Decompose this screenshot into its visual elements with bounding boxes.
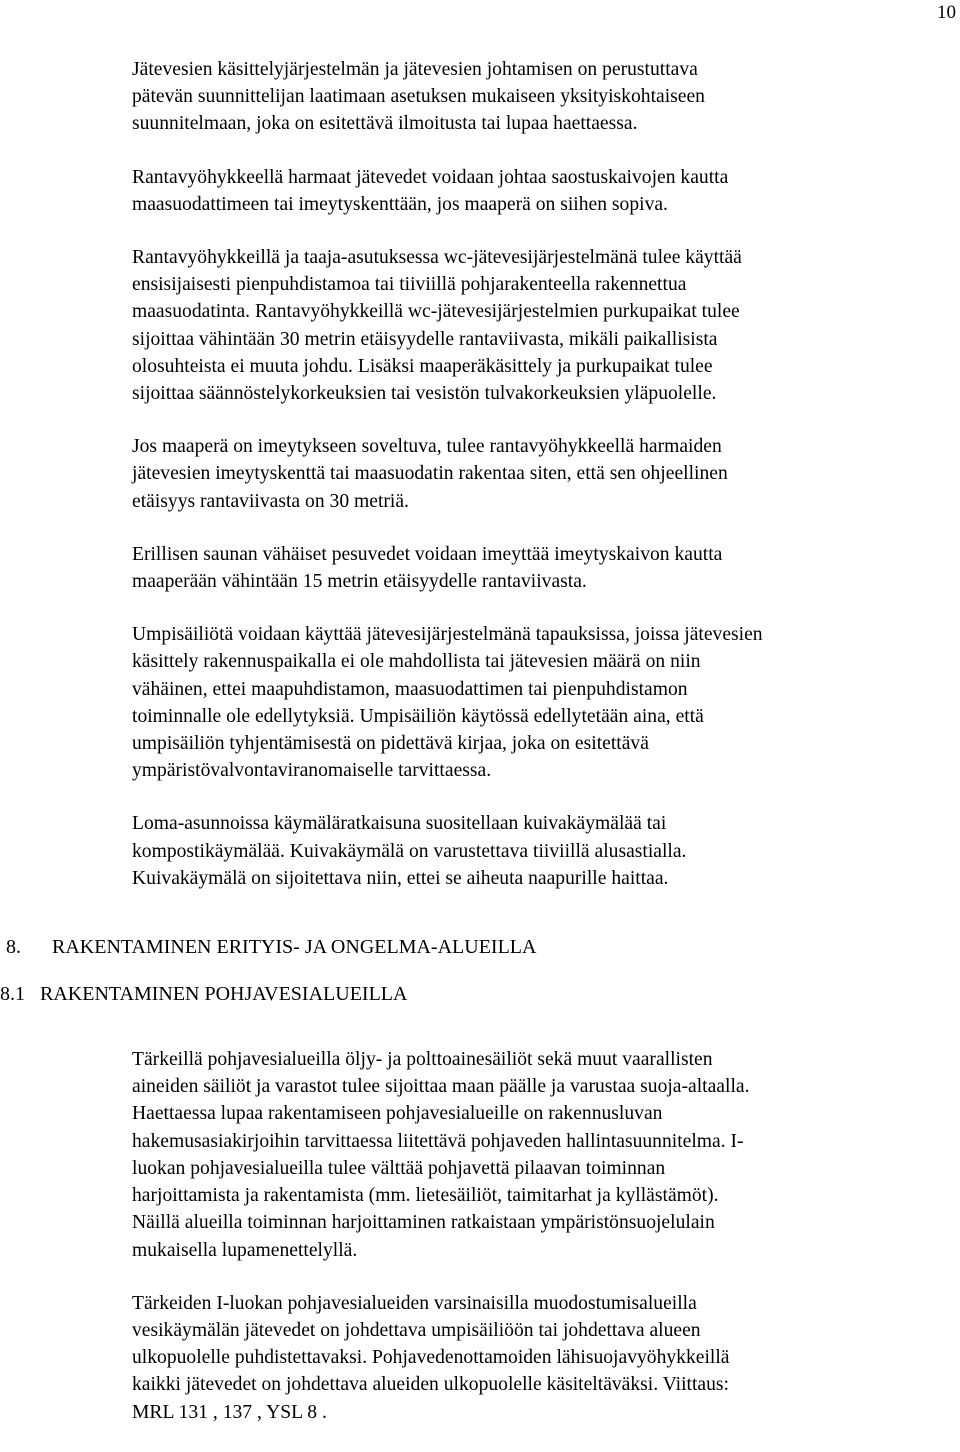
paragraph-line: Erillisen saunan vähäiset pesuvedet voidaan imeyttää imeytyskaivon kautta [132, 543, 723, 565]
paragraph-line: maasuodattimeen tai imeytyskenttään, jos maaperä on siihen sopiva. [132, 193, 668, 215]
paragraph [132, 810, 958, 892]
paragraph-line: vesikäymälän jätevedet on johdettava umpisäiliöön tai johdettava alueen [132, 1319, 701, 1341]
paragraph [132, 164, 958, 218]
paragraph-line: ulkopuolelle puhdistettavaksi. Pohjavedenottamoiden lähisuojavyöhykkeillä [132, 1347, 730, 1369]
paragraph-line: kaikki jätevedet on johdettava alueiden ulkopuolelle käsiteltäväksi. Viittaus: [132, 1374, 729, 1396]
paragraph-line: Tärkeiden I-luokan pohjavesialueiden varsinaisilla muodostumisalueilla [132, 1292, 697, 1314]
paragraph-line: Loma-asunnoissa käymäläratkaisuna suositellaan kuivakäymälää tai [132, 813, 667, 835]
paragraph-line: toiminnalle ole edellytyksiä. Umpisäiliön käytössä edellytetään aina, että [132, 705, 704, 727]
subsection-heading [0, 981, 960, 1008]
section-number: 8. [6, 936, 21, 959]
paragraph-line: Haettaessa lupaa rakentamiseen pohjavesialueille on rakennusluvan [132, 1103, 663, 1125]
paragraph-line: aineiden säiliöt ja varastot tulee sijoittaa maan päälle ja varustaa suoja-altaalla. [132, 1076, 750, 1098]
paragraph-line: mukaisella lupamenettelyllä. [132, 1239, 358, 1261]
paragraph [132, 433, 958, 515]
paragraph-line: Jos maaperä on imeytykseen soveltuva, tulee rantavyöhykkeellä harmaiden [132, 436, 722, 458]
paragraph-line: Umpisäiliötä voidaan käyttää jätevesijärjestelmänä tapauksissa, joissa jätevesien [132, 624, 763, 646]
paragraph-line: suunnitelmaan, joka on esitettävä ilmoitusta tai lupaa haettaessa. [132, 113, 638, 135]
paragraph [132, 541, 958, 595]
paragraph-group-after [0, 1046, 960, 1426]
paragraph [132, 621, 958, 784]
paragraph-line: harjoittamista ja rakentamista (mm. lietesäiliöt, taimitarhat ja kyllästämöt). [132, 1185, 719, 1207]
paragraph-line: sijoittaa vähintään 30 metrin etäisyydelle rantaviivasta, mikäli paikallisista [132, 328, 718, 350]
paragraph [132, 1290, 958, 1426]
paragraph [132, 1046, 958, 1264]
paragraph-group-before [0, 56, 960, 892]
paragraph-line: Tärkeillä pohjavesialueilla öljy- ja polttoainesäiliöt sekä muut vaarallisten [132, 1049, 713, 1071]
subsection-title: RAKENTAMINEN POHJAVESIALUEILLA [40, 983, 408, 1006]
paragraph-line: Rantavyöhykkeillä ja taaja-asutuksessa wc-jätevesijärjestelmänä tulee käyttää [132, 247, 742, 269]
paragraph-line: käsittely rakennuspaikalla ei ole mahdollista tai jätevesien määrä on niin [132, 651, 701, 673]
paragraph-line: jätevesien imeytyskenttä tai maasuodatin rakentaa siten, että sen ohjeellinen [132, 463, 728, 485]
paragraph-line: Kuivakäymälä on sijoitettava niin, ettei se aiheuta naapurille haittaa. [132, 867, 669, 889]
section-heading [0, 934, 960, 961]
paragraph-line: hakemusasiakirjoihin tarvittaessa liitettävä pohjaveden hallintasuunnitelma. I- [132, 1130, 744, 1152]
paragraph-line: luokan pohjavesialueilla tulee välttää pohjavettä pilaavan toiminnan [132, 1157, 666, 1179]
paragraph-line: vähäinen, ettei maapuhdistamon, maasuodattimen tai pienpuhdistamon [132, 678, 688, 700]
paragraph [132, 244, 958, 407]
paragraph-line: ensisijaisesti pienpuhdistamoa tai tiiviillä pohjarakenteella rakennettua [132, 274, 687, 296]
paragraph-line: sijoittaa säännöstelykorkeuksien tai vesistön tulvakorkeuksien yläpuolelle. [132, 383, 717, 405]
paragraph-line: umpisäiliön tyhjentämisestä on pidettävä kirjaa, joka on esitettävä [132, 733, 649, 755]
paragraph-line: kompostikäymälää. Kuivakäymälä on varustettava tiiviillä alusastialla. [132, 840, 687, 862]
page-number: 10 [937, 2, 956, 23]
paragraph-line: maasuodatinta. Rantavyöhykkeillä wc-jätevesijärjestelmien purkupaikat tulee [132, 301, 740, 323]
subsection-number: 8.1 [0, 983, 25, 1006]
document-body [0, 56, 960, 1452]
paragraph-line: maaperään vähintään 15 metrin etäisyydelle rantaviivasta. [132, 571, 587, 593]
paragraph-line: Rantavyöhykkeellä harmaat jätevedet voidaan johtaa saostuskaivojen kautta [132, 166, 729, 188]
section-title: RAKENTAMINEN ERITYIS- JA ONGELMA-ALUEILLA [52, 936, 537, 959]
paragraph-line: olosuhteista ei muuta johdu. Lisäksi maaperäkäsittely ja purkupaikat tulee [132, 355, 713, 377]
paragraph-line: MRL 131 , 137 , YSL 8 . [132, 1401, 327, 1423]
paragraph [132, 56, 958, 138]
paragraph-line: Näillä alueilla toiminnan harjoittaminen ratkaistaan ympäristönsuojelulain [132, 1212, 715, 1234]
paragraph-line: ympäristövalvontaviranomaiselle tarvittaessa. [132, 760, 492, 782]
paragraph-line: pätevän suunnittelijan laatimaan asetuksen mukaiseen yksityiskohtaiseen [132, 86, 705, 108]
paragraph-line: Jätevesien käsittelyjärjestelmän ja jätevesien johtamisen on perustuttava [132, 59, 698, 80]
paragraph-line: etäisyys rantaviivasta on 30 metriä. [132, 490, 409, 512]
